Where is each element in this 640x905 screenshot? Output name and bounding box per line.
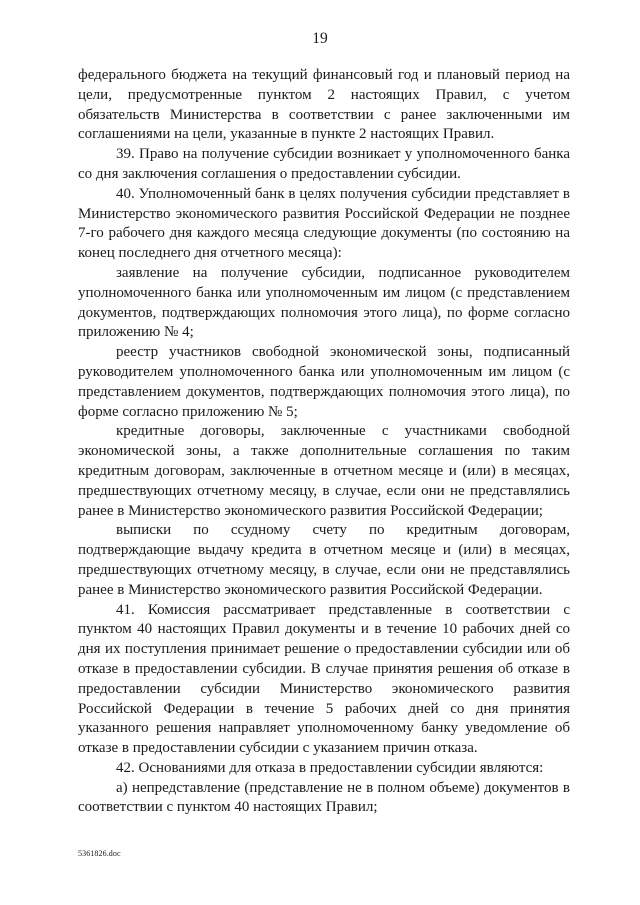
- document-code: 5361826.doc: [78, 849, 121, 858]
- paragraph-continued: федерального бюджета на текущий финансовый год и плановый период на цели, предусмотренные пунктом 2 настоящих Правил, с учетом обязательств Министерства в соответствии с ранее заключенными им соглашениями на цели, указанные в пункте 2 настоящих Правил.: [78, 67, 570, 143]
- paragraph-40: 40. Уполномоченный банк в целях получения субсидии представляет в Министерство экономического развития Российской Федерации не позднее 7-го рабочего дня каждого месяца следующие документы (по состоянию на конец последнего дня отчетного месяца):: [78, 185, 570, 262]
- document-body: [78, 66, 570, 818]
- paragraph-40-item-application: заявление на получение субсидии, подписанное руководителем уполномоченного банка или уполномоченным им лицом (с представлением документов, подтверждающих полномочия этого лица), по форме согласно приложению № 4;: [78, 264, 570, 341]
- paragraph-40-item-account-statements: выписки по ссудному счету по кредитным договорам, подтверждающие выдачу кредита в отчетном месяце и (или) в месяцах, предшествующих отчетному месяцу, в случае, если они не представлялись ранее в Министерство экономического развития Российской Федерации.: [78, 522, 570, 598]
- paragraph-39: 39. Право на получение субсидии возникает у уполномоченного банка со дня заключения соглашения о предоставлении субсидии.: [78, 146, 570, 182]
- page-number: 19: [312, 30, 328, 47]
- paragraph-41: 41. Комиссия рассматривает представленные в соответствии с пунктом 40 настоящих Правил документы и в течение 10 рабочих дней со дня их поступления принимает решение о предоставлении субсидии или об отказе в предоставлении субсидии. В случае принятия решения об отказе в предоставлении субсидии Министерство экономического развития Российской Федерации в течение 5 рабочих дней со дня принятия указанного решения направляет уполномоченному банку уведомление об отказе в предоставлении субсидии с указанием причин отказа.: [78, 601, 570, 757]
- paragraph-42: 42. Основаниями для отказа в предоставлении субсидии являются:: [116, 759, 544, 776]
- paragraph-40-item-credit-agreements: кредитные договоры, заключенные с участниками свободной экономической зоны, а также дополнительные соглашения по таким кредитным договорам, заключенные в отчетном месяце и (или) в месяцах, предшествующих отчетному месяцу, в случае, если они не представлялись ранее в Министерство экономического развития Российской Федерации;: [78, 423, 570, 519]
- paragraph-42-item-a: а) непредставление (представление не в полном объеме) документов в соответствии с пунктом 40 настоящих Правил;: [78, 779, 570, 816]
- paragraph-40-item-registry: реестр участников свободной экономической зоны, подписанный руководителем уполномоченного банка или уполномоченным им лицом (с представлением документов, подтверждающих полномочия этого лица), по форме согласно приложению № 5;: [78, 344, 570, 420]
